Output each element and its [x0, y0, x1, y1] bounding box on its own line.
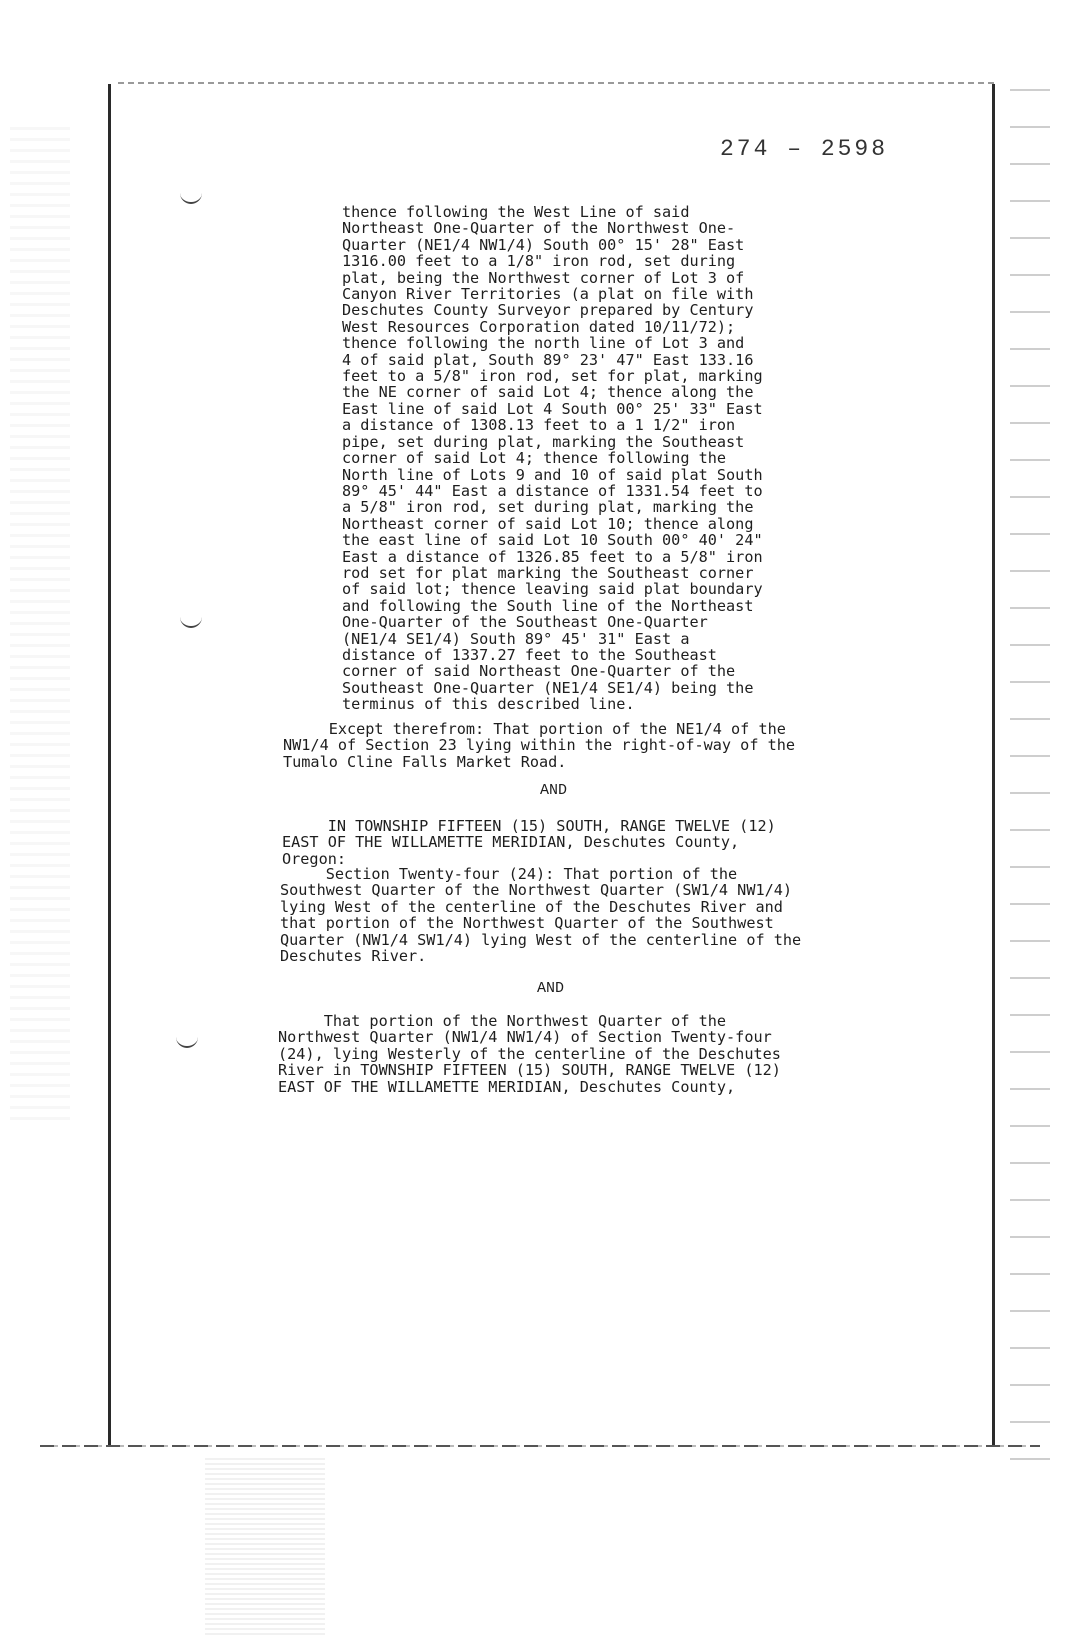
scan-marks-right — [1010, 80, 1050, 1460]
check-mark-2 — [180, 616, 202, 628]
section-twenty-four-paragraph: Section Twenty-four (24): That portion of the Southwest Quarter of the Northwest Quarter (SW1/4 NW1/4) lying West of the centerline of the Deschutes River and that portion of the Northwest Quarter of the Southwest Quarter (NW1/4 SW1/4) lying West of the centerline of the Deschutes River. — [280, 865, 802, 966]
scan-noise-left — [10, 120, 70, 1120]
check-mark-1 — [180, 192, 202, 204]
legal-description-paragraph: thence following the West Line of said Northeast One-Quarter of the Northwest One- Quarter (NE1/4 NW1/4) South 00° 15' 28" East 1316.00 feet to a 1/8" iron rod, set during plat, being the Northwest corner of Lot 3 of Canyon River Territories (a plat on file with Deschutes County Surveyor prepared by Century West Resources Corporation dated 10/11/72); thence following the north line of Lot 3 and 4 of said plat, South 89° 23' 47" East 133.16 feet to a 5/8" iron rod, set for plat, marking the NE corner of said Lot 4; thence along the East line of said Lot 4 South 00° 25' 33" East a distance of 1308.13 feet to a 1 1/2" iron pipe, set during plat, marking the Southeast corner of said Lot 4; thence following the North line of Lots 9 and 10 of said plat South 89° 45' 44" East a distance of 1331.54 feet to a 5/8" iron rod, set during plat, marking the Northeast corner of said Lot 10; thence along the east line of said Lot 10 South 00° 40' 24" East a distance of 1326.85 feet to a 5/8" iron rod set for plat marking the Southeast corner of said lot; thence leaving said plat boundary and following the South line of the Northeast One-Quarter of the Southeast One-Quarter (NE1/4 SE1/4) South 89° 45' 31" East a distance of 1337.27 feet to the Southeast corner of said Northeast One-Quarter of the Southeast One-Quarter (NE1/4 SE1/4) being the terminus of this described line. — [342, 203, 763, 714]
except-therefrom-paragraph: Except therefrom: That portion of the NE1/4 of the NW1/4 of Section 23 lying within the right-of-way of the Tumalo Cline Falls Market Road. — [283, 720, 796, 771]
northwest-quarter-paragraph: That portion of the Northwest Quarter of the Northwest Quarter (NW1/4 NW1/4) of Section Twenty-four (24), lying Westerly of the centerline of the Deschutes River in TOWNSHIP FIFTEEN (15) SOUTH, RANGE TWELVE (12) EAST OF THE WILLAMETTE MERIDIAN, Deschutes County, — [278, 1012, 781, 1096]
and-heading-1: AND — [540, 782, 568, 799]
township-paragraph: IN TOWNSHIP FIFTEEN (15) SOUTH, RANGE TWELVE (12) EAST OF THE WILLAMETTE MERIDIAN, Deschutes County, Oregon: — [282, 817, 776, 868]
frame-bottom-line — [40, 1445, 1040, 1447]
scan-noise-bottom — [205, 1455, 325, 1635]
frame-top-line — [118, 82, 996, 84]
page-number: 274 – 2598 — [720, 136, 889, 162]
frame-right-line — [992, 84, 995, 1446]
and-heading-2: AND — [537, 980, 565, 997]
check-mark-3 — [176, 1036, 198, 1048]
frame-left-line — [108, 84, 111, 1446]
